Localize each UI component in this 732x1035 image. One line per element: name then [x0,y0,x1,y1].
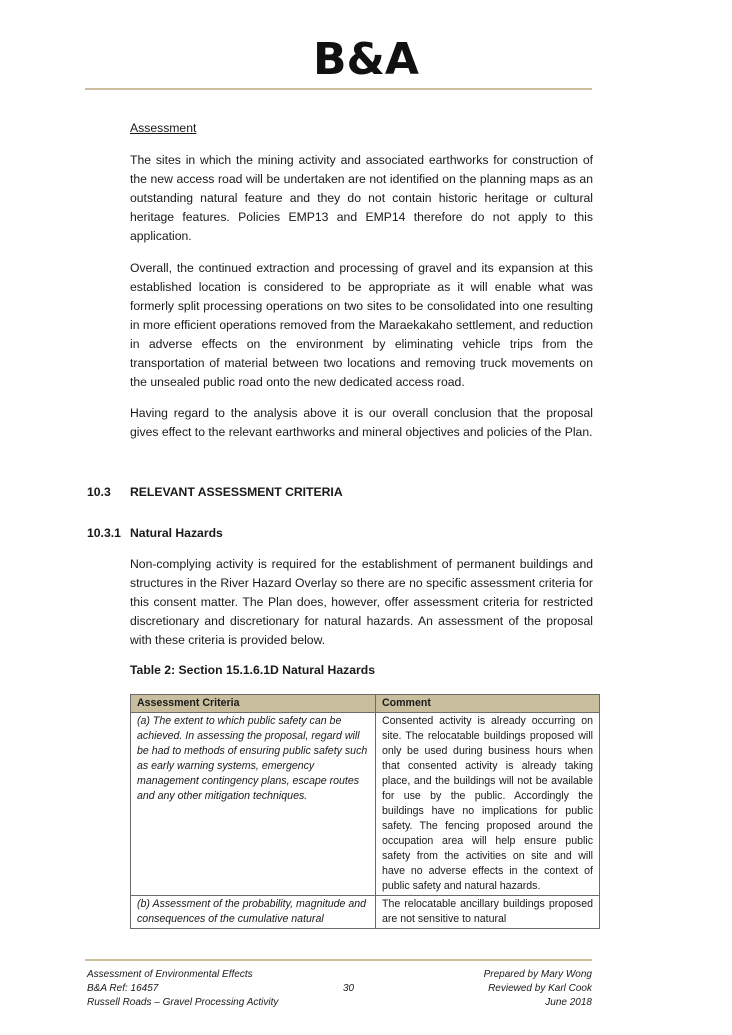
footer-divider [85,959,592,961]
comment-cell: The relocatable ancillary buildings proposed are not sensitive to natural [376,896,600,929]
page-number: 30 [343,983,355,994]
footer-reference: B&A Ref: 16457 [87,983,159,994]
section-number-10-3: 10.3 [87,485,111,499]
footer-prepared-by: Prepared by Mary Wong [483,969,592,980]
footer-left [87,968,278,1010]
paragraph-natural-hazards: Non-complying activity is required for the establishment of permanent buildings and structures in the River Hazard Overlay so there are no specific assessment criteria for this consent matter. The Plan does, however, offer assessment criteria for restricted discretionary and discretionary for natural hazards. An assessment of the proposal with these criteria is provided below. [130,557,593,647]
header-comment: Comment [376,695,600,713]
assessment-heading: Assessment [130,121,197,135]
footer-document-title: Assessment of Environmental Effects [87,969,253,980]
header-assessment-criteria: Assessment Criteria [131,695,376,713]
section-number-10-3-1: 10.3.1 [87,526,121,540]
paragraph-overall: Overall, the continued extraction and processing of gravel and its expansion at this established location is considered to be appropriate as it will enable what was formerly split processing operations on two sites to be consolidated into one resulting in more efficient operations removed from the Maraekakaho settlement, and reduction in adverse effects on the environment by eliminating vehicle trips from the transportation of material between two locations and removing truck movements on the unsealed public road onto the new dedicated access road. [130,261,593,389]
paragraph-conclusion: Having regard to the analysis above it is our overall conclusion that the proposal gives effect to the relevant earthworks and mineral objectives and policies of the Plan. [130,406,593,439]
criteria-cell: (a) The extent to which public safety can be achieved. In assessing the proposal, regard will be had to methods of ensuring public safety such as early warning systems, emergency management contingency plans, escape routes and any other mitigation techniques. [131,713,376,896]
table-row [131,896,600,929]
criteria-cell: (b) Assessment of the probability, magnitude and consequences of the cumulative natural [131,896,376,929]
paragraph-heritage: The sites in which the mining activity and associated earthworks for construction of the new access road will be undertaken are not identified on the planning maps as an outstanding natural feature and they do not contain historic heritage or cultural heritage features. Policies EMP13 and EMP14 therefore do not apply to this application. [130,153,593,243]
table-title: Table 2: Section 15.1.6.1D Natural Hazards [130,663,375,677]
section-title-10-3: RELEVANT ASSESSMENT CRITERIA [130,485,343,499]
company-logo: B&A [313,34,419,85]
table-header-row [131,695,600,713]
comment-cell: Consented activity is already occurring on site. The relocatable buildings proposed will only be used during business hours when that consented activity is already taking place, and the buildings will not be available for use by the public. Accordingly the buildings have no implications for public safety. The fencing proposed around the occupation area will help ensure public safety from the activities on site and will have no adverse effects in the context of public safety and natural hazards. [376,713,600,896]
footer-right [484,968,592,1010]
footer-project: Russell Roads – Gravel Processing Activity [87,997,279,1008]
table-row [131,713,600,896]
footer-reviewed-by: Reviewed by Karl Cook [488,983,592,994]
header-divider [85,88,592,90]
footer-date: June 2018 [545,997,592,1008]
assessment-criteria-table [130,694,600,929]
section-title-10-3-1: Natural Hazards [130,526,223,540]
